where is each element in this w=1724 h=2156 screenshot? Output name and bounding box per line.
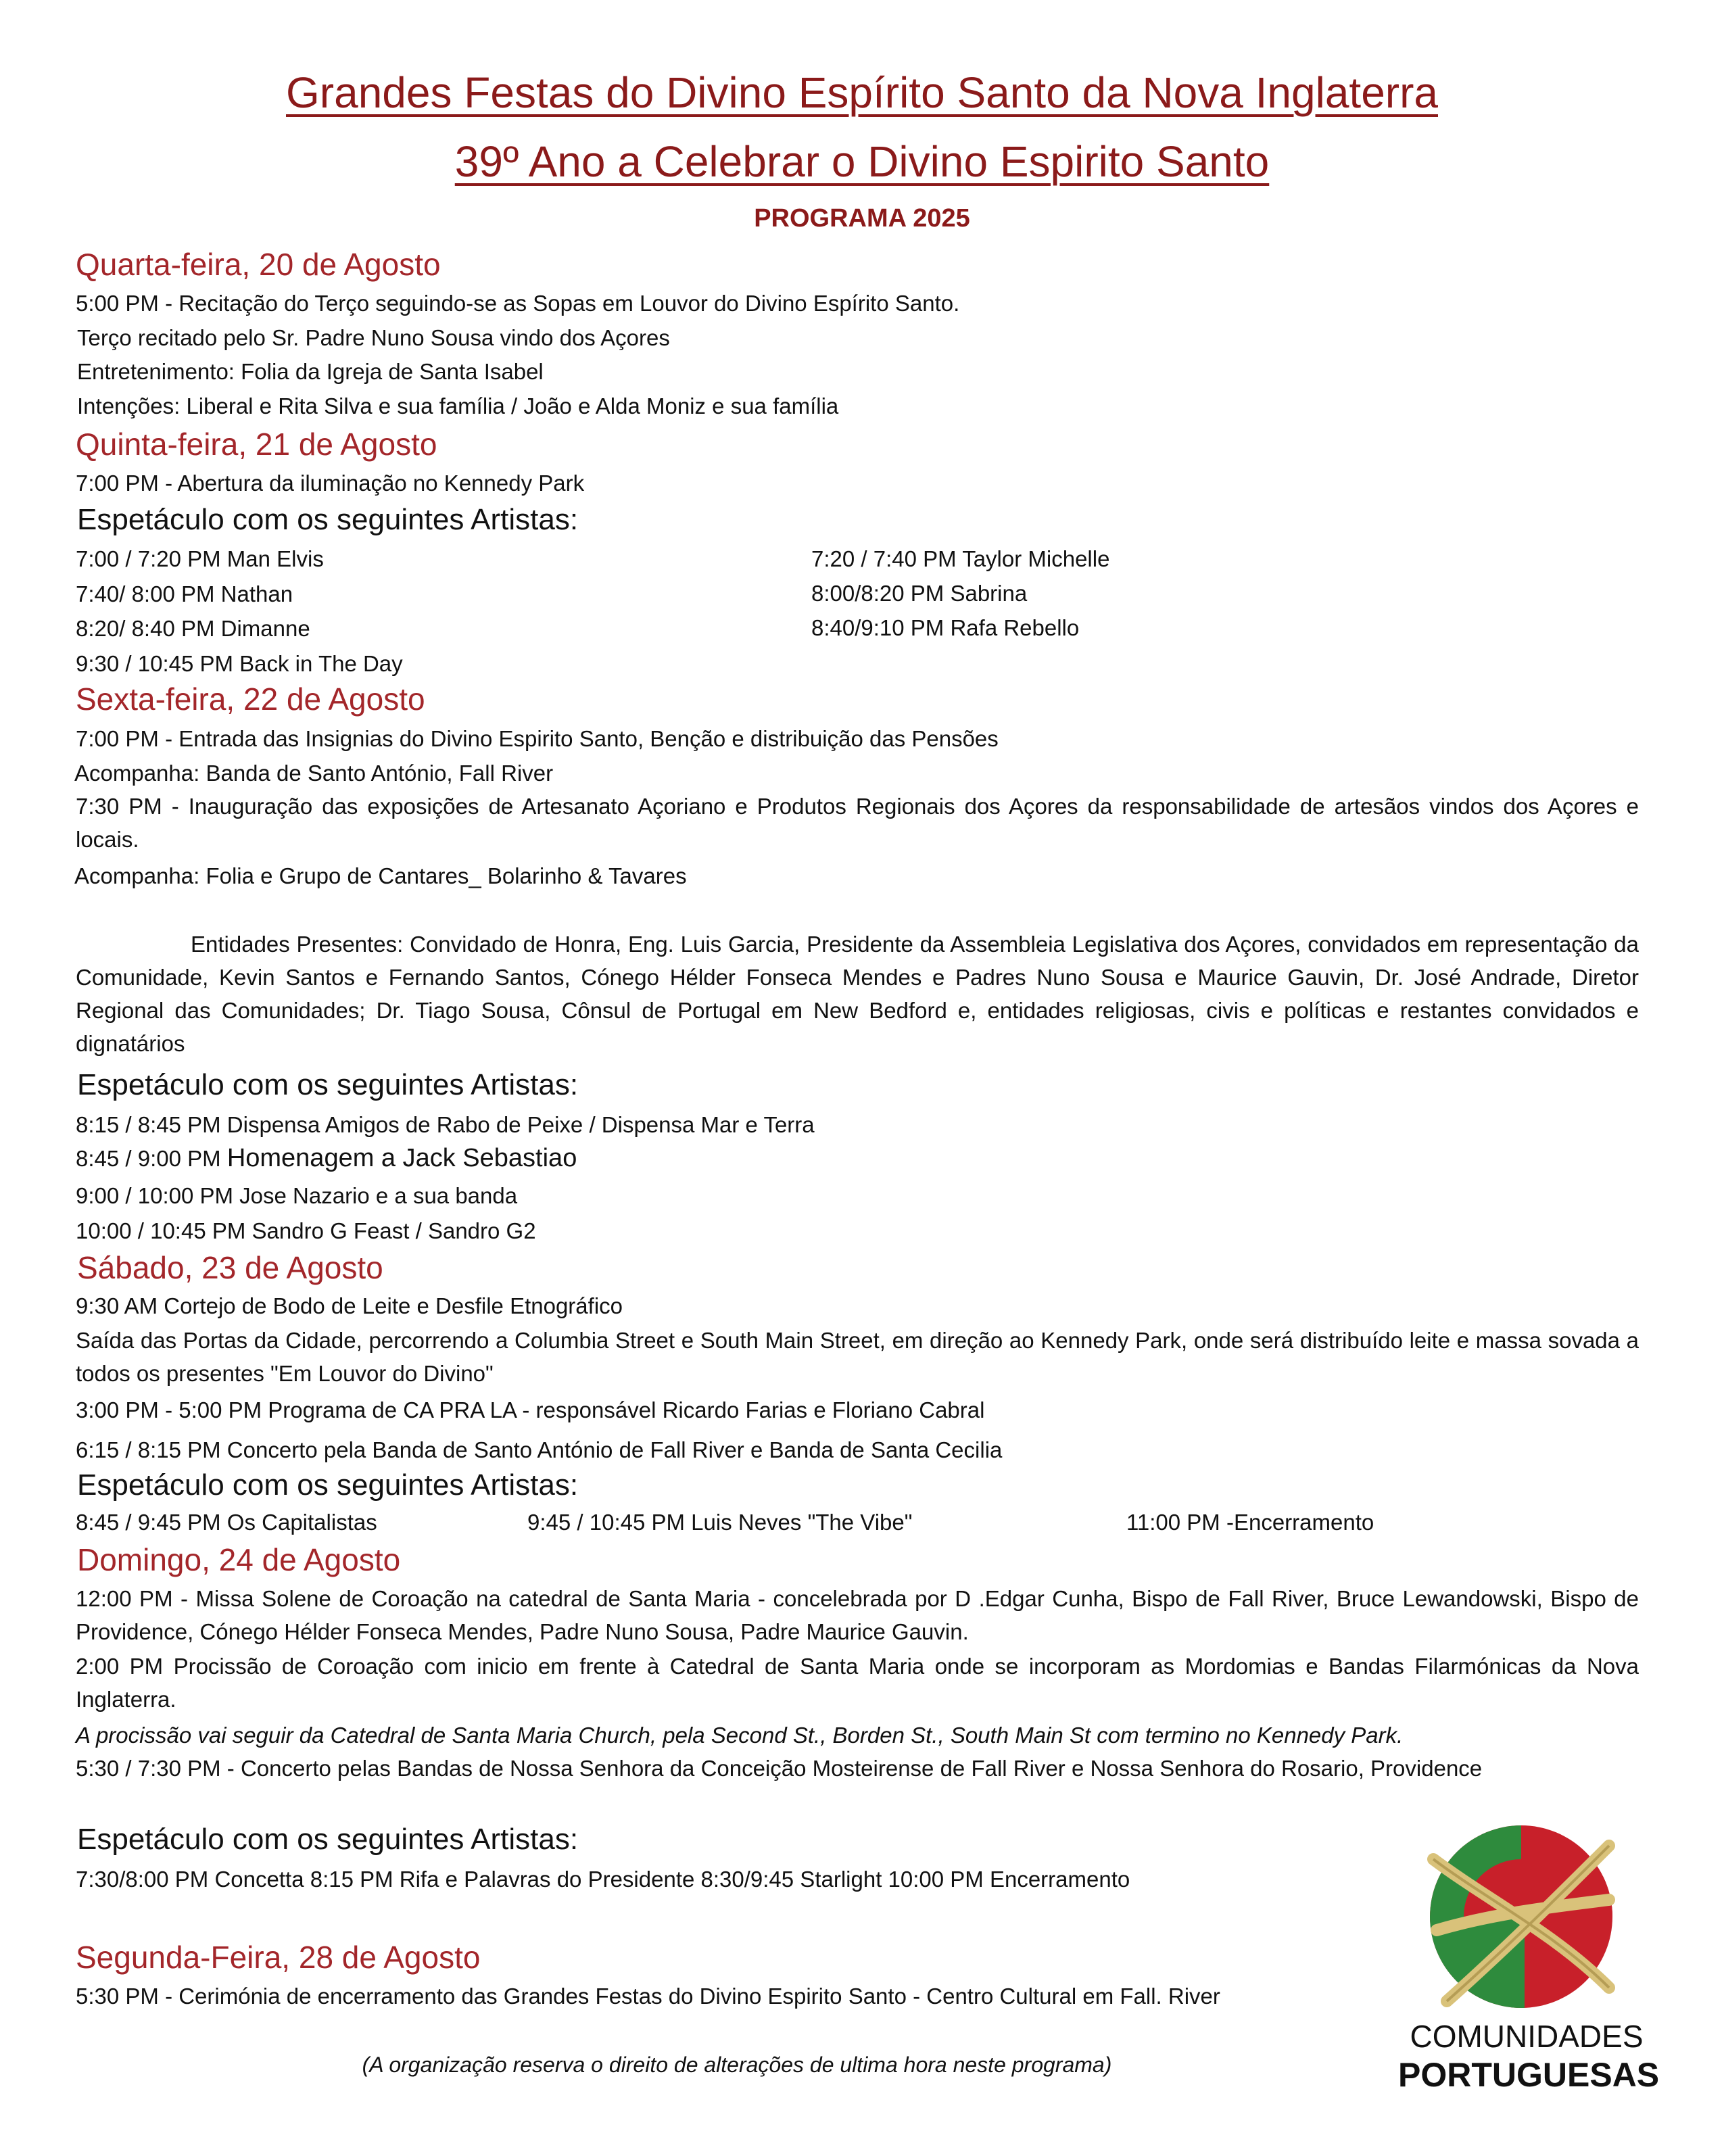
logo-text-comunidades: COMUNIDADES	[1410, 2019, 1644, 2054]
thu-artist-6: 8:00/8:20 PM Sabrina	[811, 581, 1028, 606]
sat-artists-heading: Espetáculo com os seguintes Artistas:	[77, 1468, 579, 1502]
fri-artist-1: 8:15 / 8:45 PM Dispensa Amigos de Rabo de Peixe / Dispensa Mar e Terra	[76, 1112, 815, 1137]
thu-artist-5: 7:20 / 7:40 PM Taylor Michelle	[811, 546, 1110, 571]
thu-artists-heading: Espetáculo com os seguintes Artistas:	[77, 503, 579, 536]
fri-artist-4: 10:00 / 10:45 PM Sandro G Feast / Sandro G2	[76, 1218, 536, 1243]
sat-paragraph-1: Saída das Portas da Cidade, percorrendo a Columbia Street e South Main Street, em direção ao Kennedy Park, onde será distribuído leite e massa sovada a todos os presentes "Em Louvor do Divino"	[76, 1328, 1639, 1386]
sun-paragraph-2: 2:00 PM Procissão de Coroação com inicio em frente à Catedral de Santa Maria onde se incorporam as Mordomias e Bandas Filarmónicas da Nova Inglaterra.	[76, 1654, 1639, 1712]
programa-heading: PROGRAMA 2025	[754, 204, 970, 233]
sun-artists-line: 7:30/8:00 PM Concetta 8:15 PM Rifa e Palavras do Presidente 8:30/9:45 Starlight 10:00 PM Encerramento	[76, 1867, 1130, 1892]
thu-line-1: 7:00 PM - Abertura da iluminação no Kennedy Park	[76, 471, 585, 496]
main-title: Grandes Festas do Divino Espírito Santo da Nova Inglaterra	[286, 68, 1438, 117]
sun-artists-heading: Espetáculo com os seguintes Artistas:	[77, 1823, 579, 1856]
fri-line-2: Acompanha: Banda de Santo António, Fall River	[74, 761, 554, 786]
thu-artist-1: 7:00 / 7:20 PM Man Elvis	[76, 546, 324, 571]
day-heading-monday: Segunda-Feira, 28 de Agosto	[76, 1940, 481, 1975]
sat-artist-2: 9:45 / 10:45 PM Luis Neves "The Vibe"	[527, 1510, 913, 1535]
subtitle: 39º Ano a Celebrar o Divino Espirito Santo	[454, 137, 1270, 186]
fri-paragraph-1: 7:30 PM - Inauguração das exposições de Artesanato Açoriano e Produtos Regionais dos Açores da responsabilidade de artesãos vindos dos Açores e locais.	[76, 794, 1639, 852]
thu-artist-4: 9:30 / 10:45 PM Back in The Day	[76, 651, 403, 676]
wed-line-2: Terço recitado pelo Sr. Padre Nuno Sousa vindo dos Açores	[77, 325, 670, 350]
wed-line-3: Entretenimento: Folia da Igreja de Santa Isabel	[77, 359, 544, 384]
sun-procession-route: A procissão vai seguir da Catedral de Santa Maria Church, pela Second St., Borden St., South Main St com termino no Kennedy Park.	[76, 1723, 1404, 1748]
day-heading-saturday: Sábado, 23 de Agosto	[77, 1250, 383, 1285]
sun-paragraph-1: 12:00 PM - Missa Solene de Coroação na catedral de Santa Maria - concelebrada por D .Edgar Cunha, Bispo de Fall River, Bruce Lewandowski, Bispo de Providence, Cónego Hélder Fonseca Mendes, Padre Nuno Sousa, Padre Maurice Gauvin.	[76, 1586, 1639, 1644]
wed-line-4: Intenções: Liberal e Rita Silva e sua família / João e Alda Moniz e sua família	[77, 393, 839, 418]
fri-artists-heading: Espetáculo com os seguintes Artistas:	[77, 1068, 579, 1101]
fri-line-1: 7:00 PM - Entrada das Insignias do Divino Espirito Santo, Benção e distribuição das Pensões	[76, 726, 999, 751]
day-heading-wednesday: Quarta-feira, 20 de Agosto	[76, 247, 441, 282]
sun-paragraph-3: 5:30 / 7:30 PM - Concerto pelas Bandas de Nossa Senhora da Conceição Mosteirense de Fall River e Nossa Senhora do Rosario, Providence	[76, 1756, 1483, 1781]
fri-paragraph-entidades: Entidades Presentes: Convidado de Honra, Eng. Luis Garcia, Presidente da Assembleia Legislativa dos Açores, convidados em representação da Comunidade, Kevin Santos e Fernando Santos, Cónego Hélder Fonseca Mendes e Padres Nuno Sousa e Maurice Gauvin, Dr. José Andrade, Diretor Regional das Comunidades; Dr. Tiago Sousa, Cônsul de Portugal em New Bedford e, entidades religiosas, civis e políticas e restantes convidados e dignatários	[76, 932, 1639, 1056]
day-heading-friday: Sexta-feira, 22 de Agosto	[76, 681, 425, 717]
sat-line-2: 3:00 PM - 5:00 PM Programa de CA PRA LA - responsável Ricardo Farias e Floriano Cabral	[76, 1397, 985, 1422]
fri-line-3: Acompanha: Folia e Grupo de Cantares_ Bolarinho & Tavares	[74, 863, 687, 888]
thu-artist-2: 7:40/ 8:00 PM Nathan	[76, 581, 293, 606]
disclaimer-note: (A organização reserva o direito de alterações de ultima hora neste programa)	[362, 2053, 1112, 2077]
mon-line-1: 5:30 PM - Cerimónia de encerramento das Grandes Festas do Divino Espirito Santo - Centro Cultural em Fall. River	[76, 1984, 1220, 2009]
sat-line-1: 9:30 AM Cortejo de Bodo de Leite e Desfile Etnográfico	[76, 1293, 623, 1318]
thu-artist-3: 8:20/ 8:40 PM Dimanne	[76, 616, 310, 641]
fri-artist-3: 9:00 / 10:00 PM Jose Nazario e a sua banda	[76, 1183, 518, 1208]
fri-artist-2	[76, 1144, 577, 1173]
day-heading-sunday: Domingo, 24 de Agosto	[77, 1542, 401, 1577]
fri-artist-2-name: Homenagem a Jack Sebastiao	[226, 1144, 577, 1172]
sat-artist-1: 8:45 / 9:45 PM Os Capitalistas	[76, 1510, 377, 1535]
day-heading-thursday: Quinta-feira, 21 de Agosto	[76, 427, 437, 462]
sat-line-3: 6:15 / 8:15 PM Concerto pela Banda de Santo António de Fall River e Banda de Santa Cecilia	[76, 1437, 1003, 1462]
thu-artist-7: 8:40/9:10 PM Rafa Rebello	[811, 615, 1080, 640]
fri-artist-2-time: 8:45 / 9:00 PM	[76, 1146, 221, 1171]
logo-text-portuguesas: PORTUGUESAS	[1398, 2056, 1660, 2094]
wed-line-1: 5:00 PM - Recitação do Terço seguindo-se as Sopas em Louvor do Divino Espírito Santo.	[76, 291, 960, 316]
sat-artist-3: 11:00 PM -Encerramento	[1126, 1510, 1374, 1535]
